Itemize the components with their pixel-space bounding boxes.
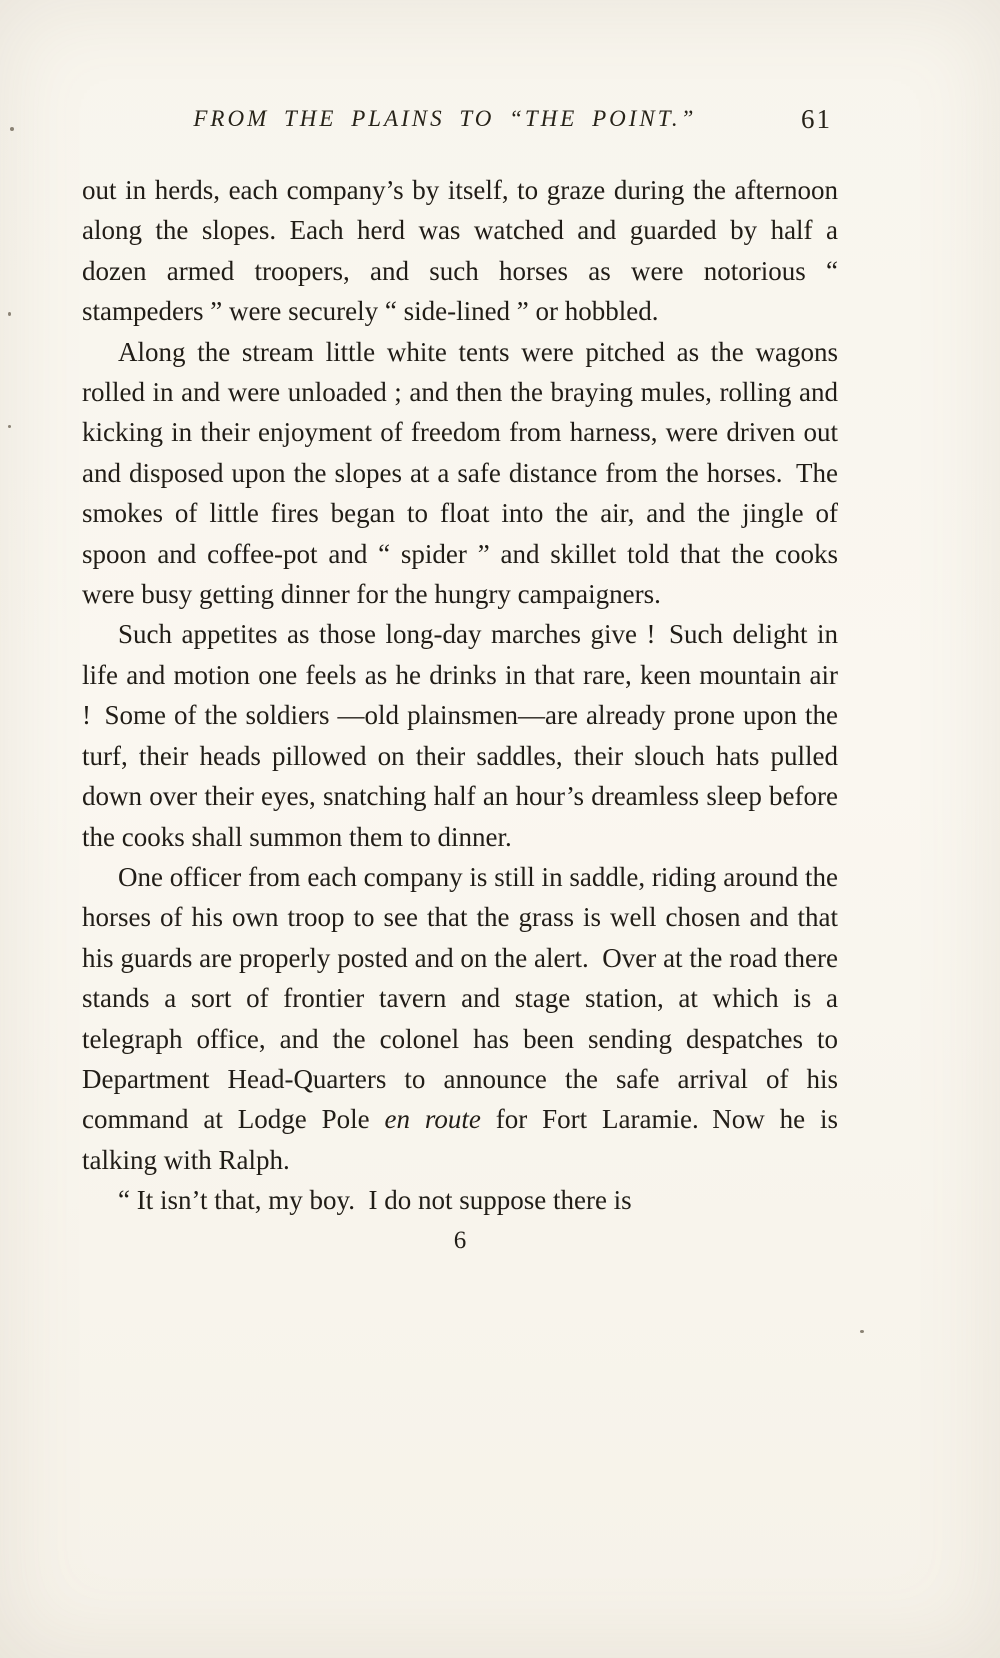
scan-speck <box>8 425 11 428</box>
paragraph-officer-segment-1: One officer from each company is still in saddle, riding around the horses of his own troop to see that the grass is well chosen and that his guards are properly posted and on the alert. Over at the road there stands a sort of frontier tavern and stage station, at which is a telegraph office, and the colonel has been sending despatches to Department Head-Quarters to announce the safe arrival of his command at Lodge Pole <box>82 861 838 1135</box>
paragraph-officer-segment-2: for Fort Laramie. Now he is talking with Ralph. <box>82 1104 838 1175</box>
paragraph-camp: Along the stream little white tents were pitched as the wagons rolled in and were unloaded ; and then the braying mules, rolling and kicking in their enjoyment of freedom from harness, were driven out and disposed upon the slopes at a safe distance from the horses. The smokes of little fires began to float into the air, and the jingle of spoon and coffee-pot and “ spider ” and skillet told that the cooks were busy getting dinner for the hungry campaigners. <box>82 336 838 610</box>
paragraph-dialogue: “ It isn’t that, my boy. I do not suppose there is <box>118 1185 632 1216</box>
paragraph-appetites: Such appetites as those long-day marches give ! Such delight in life and motion one feels as he drinks in that rare, keen mountain air ! Some of the soldiers —old plainsmen—are already prone upon the turf, their heads pillowed on their saddles, their slouch hats pulled down over their eyes, snatching half an hour’s dreamless sleep before the cooks shall summon them to dinner. <box>82 619 838 852</box>
scan-speck <box>10 127 14 131</box>
page-number: 61 <box>801 104 832 134</box>
paragraph-officer-segment-italic: en route <box>384 1104 481 1135</box>
page-header <box>82 104 838 146</box>
signature-mark: 6 <box>453 1226 467 1254</box>
scan-speck <box>8 312 11 316</box>
text-block <box>82 104 838 1255</box>
body-text <box>82 170 838 1221</box>
scan-speck <box>860 1330 864 1333</box>
paragraph-continuation: out in herds, each company’s by itself, to graze during the afternoon along the slopes. Each herd was watched and guarded by half a dozen armed troopers, and such horses as were notorious “ stampeders ” were securely “ side-lined ” or hobbled. <box>82 175 838 327</box>
paragraph-officer <box>82 857 838 1180</box>
running-title: FROM THE PLAINS TO “THE POINT.” <box>193 106 697 131</box>
